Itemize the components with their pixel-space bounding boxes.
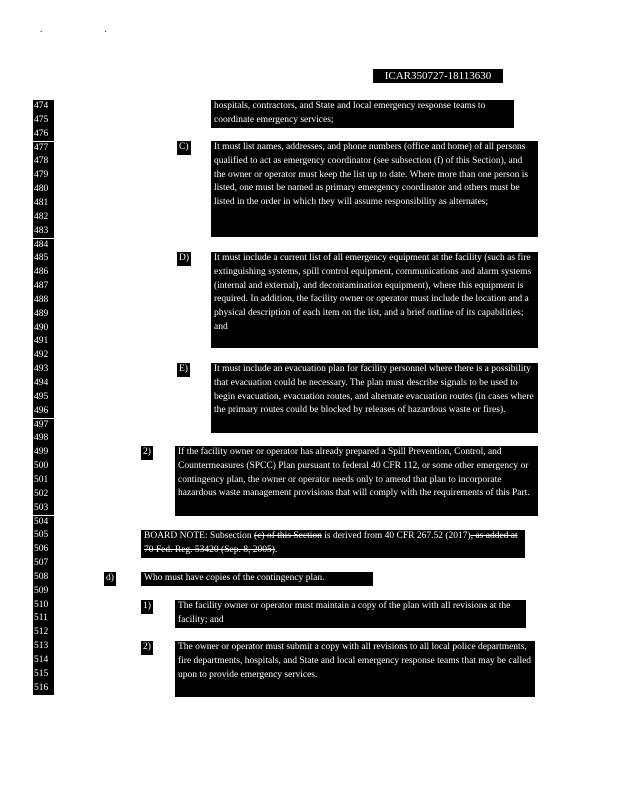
line-number: 501 — [33, 474, 54, 488]
board-note-c: (2017) — [445, 531, 471, 541]
board-note-struck-1: (c) of this Section — [254, 531, 322, 541]
line-number: 481 — [33, 197, 54, 211]
line-number: 480 — [33, 183, 54, 197]
line-number: 488 — [33, 294, 54, 308]
line-number: 507 — [33, 557, 54, 571]
line-number: 516 — [33, 682, 54, 696]
line-number: 482 — [33, 211, 54, 225]
continuation-text: hospitals, contractors, and State and local emergency response teams to coordinate emergency services; — [211, 100, 514, 128]
line-number: 506 — [33, 543, 54, 557]
item-D-text: It must include a current list of all emergency equipment at the facility (such as fire extinguishing systems, spill control equipment, communications and alarm systems (internal and external), and decontamination equipment), where this equipment is required. In addition, the facility owner or operator must include the location and a physical description of each item on the list, and a brief outline of its capabilities; and — [211, 252, 538, 348]
header-marks: . . — [40, 24, 137, 34]
line-number: 513 — [33, 640, 54, 654]
item-2-label: 2) — [141, 446, 153, 460]
line-number: 490 — [33, 322, 54, 336]
item-d1-label: 1) — [141, 600, 153, 614]
board-note-a: BOARD NOTE: Subsection — [144, 531, 255, 541]
document-id: ICAR350727-18113630 — [373, 69, 503, 83]
line-number: 497 — [33, 419, 54, 433]
line-number: 493 — [33, 363, 54, 377]
line-number: 503 — [33, 502, 54, 516]
line-number: 485 — [33, 252, 54, 266]
item-d2-label: 2) — [141, 641, 153, 655]
line-number: 512 — [33, 626, 54, 640]
item-E-text: It must include an evacuation plan for facility personnel where there is a possibility that evacuation could be necessary. The plan must describe signals to be used to begin evacuation, evacuation routes, and alternate evacuation routes (in cases where the primary routes could be blocked by releases of hazardous waste or fires). — [211, 363, 538, 433]
line-number: 514 — [33, 654, 54, 668]
line-number: 475 — [33, 114, 54, 128]
line-number: 474 — [33, 100, 54, 114]
board-note-b: is derived from 40 CFR 267.52 — [321, 531, 446, 541]
board-note — [141, 530, 525, 558]
line-number: 495 — [33, 391, 54, 405]
item-C-label: C) — [177, 141, 191, 155]
line-number: 486 — [33, 266, 54, 280]
line-number: 484 — [33, 239, 54, 253]
line-number: 500 — [33, 460, 54, 474]
line-number: 509 — [33, 585, 54, 599]
line-number: 499 — [33, 446, 54, 460]
item-D-label: D) — [177, 252, 191, 266]
board-note-d: . — [274, 544, 278, 555]
line-number: 505 — [33, 529, 54, 543]
item-C-text: It must list names, addresses, and phone numbers (office and home) of all persons qualified to act as emergency coordinator (see subsection (f) of this Section), and the owner or operator must keep the list up to date. Where more than one person is listed, one must be named as primary emergency coordinator and others must be listed in the order in which they will assume responsibility as alternates; — [211, 141, 538, 237]
item-E-label: E) — [177, 363, 190, 377]
item-2-text: If the facility owner or operator has already prepared a Spill Prevention, Control, and Countermeasures (SPCC) Plan pursuant to federal 40 CFR 112, or some other emergency or contingency plan, the owner or operator needs only to amend that plan to incorporate hazardous waste management provisions that will comply with the requirements of this Part. — [175, 446, 538, 516]
line-number: 491 — [33, 335, 54, 349]
line-number: 510 — [33, 599, 54, 613]
line-number: 483 — [33, 225, 54, 239]
line-number: 489 — [33, 308, 54, 322]
line-number: 494 — [33, 377, 54, 391]
line-number: 487 — [33, 280, 54, 294]
board-note-struck-2: , as added at 70 Fed. Reg. 53420 (Sep. 8, 2005) — [144, 531, 518, 555]
subsection-d-heading: Who must have copies of the contingency plan. — [141, 572, 373, 586]
line-number: 498 — [33, 432, 54, 446]
line-number: 496 — [33, 405, 54, 419]
line-number: 478 — [33, 155, 54, 169]
item-d2-text: The owner or operator must submit a copy with all revisions to all local police departments, fire departments, hospitals, and State and local emergency response teams that may be called upon to provide emergency services. — [175, 641, 535, 697]
item-d1-text: The facility owner or operator must maintain a copy of the plan with all revisions at the facility; and — [175, 600, 526, 628]
line-number: 476 — [33, 128, 54, 142]
line-number: 502 — [33, 488, 54, 502]
line-number: 515 — [33, 668, 54, 682]
subsection-d-label: d) — [104, 572, 116, 586]
line-number: 504 — [33, 516, 54, 530]
line-number: 479 — [33, 169, 54, 183]
line-number: 508 — [33, 571, 54, 585]
line-number: 477 — [33, 142, 54, 156]
line-number: 511 — [33, 612, 54, 626]
line-number: 492 — [33, 349, 54, 363]
